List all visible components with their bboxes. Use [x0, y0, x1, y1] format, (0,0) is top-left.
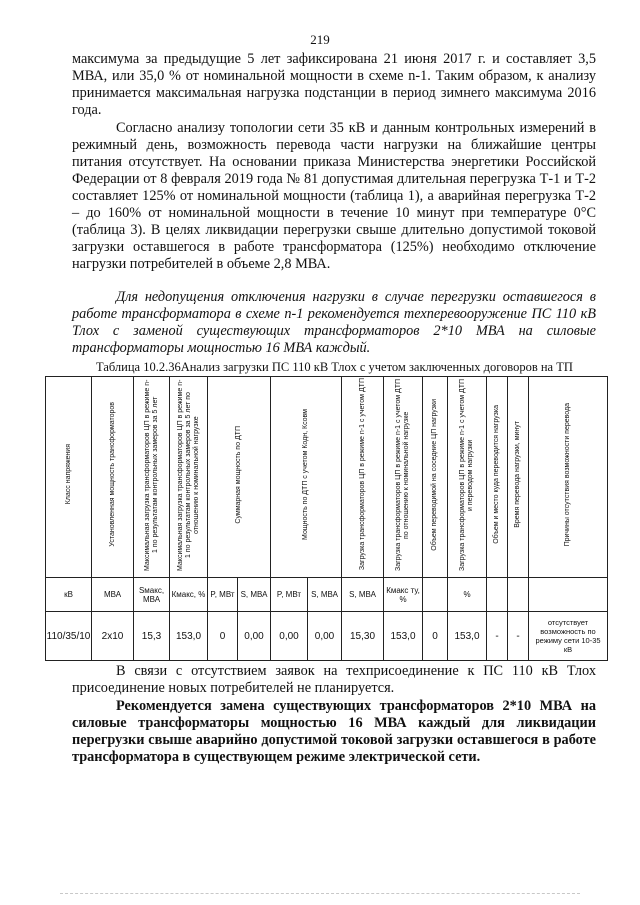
data-cell: 153,0	[384, 612, 423, 661]
header-cell: Объем и место куда переводится нагрузка	[487, 377, 508, 578]
data-cell: 153,0	[170, 612, 208, 661]
data-cell: 15,3	[134, 612, 170, 661]
table-caption: Таблица 10.2.36Анализ загрузки ПС 110 кВ Тлох с учетом заключенных договоров на ТП	[96, 360, 573, 374]
paragraph-load-history: максимума за предыдущие 5 лет зафиксирована 21 июня 2017 г. и составляет 3,5 МВА, или 35,0 % от номинальной мощности в схеме n-1. Таким образом, к анализу принимается максимальная нагрузка подстанции в период зимнего максимума 2016 года.	[72, 51, 596, 118]
data-cell: 2x10	[92, 612, 134, 661]
data-cell: 0,00	[308, 612, 342, 661]
unit-cell	[529, 578, 608, 612]
unit-cell	[508, 578, 529, 612]
data-cell: 15,30	[342, 612, 384, 661]
data-cell: -	[487, 612, 508, 661]
table-row	[46, 612, 608, 661]
unit-cell: S, МВА	[342, 578, 384, 612]
header-cell: Максимальная загрузка трансформаторов ЦП в режиме n-1 по результатам контрольных замеров за 5 лет по отношению к номинальной нагрузке	[170, 377, 208, 578]
unit-cell	[487, 578, 508, 612]
header-cell: Загрузка трансформаторов ЦП в режиме n-1 с учетом ДТП	[342, 377, 384, 578]
paragraph-recommendation-italic: Для недопущения отключения нагрузки в случае перегрузки оставшегося в работе трансформатора в схеме n-1 рекомендуется техперевооружение ПС 110 кВ Тлох с заменой существующих трансформаторов 2*10 МВА на силовые трансформаторы мощностью 16 МВА каждый.	[72, 289, 596, 356]
unit-cell: Кмакс ту, %	[384, 578, 423, 612]
unit-cell: кВ	[46, 578, 92, 612]
header-cell: Объем переводимой на соседние ЦП нагрузки	[423, 377, 448, 578]
header-cell: Суммарная мощность по ДТП	[208, 377, 271, 578]
data-cell: -	[508, 612, 529, 661]
data-cell: 110/35/10	[46, 612, 92, 661]
header-cell: Класс напряжения	[46, 377, 92, 578]
scan-artifact-divider	[60, 893, 580, 894]
data-cell: 0,00	[238, 612, 271, 661]
paragraph-no-applications: В связи с отсутствием заявок на техприсоединение к ПС 110 кВ Тлох присоединение новых потребителей не планируется.	[72, 663, 596, 696]
header-cell: Установленная мощность трансформаторов	[92, 377, 134, 578]
header-cell: Мощность по ДТП с учетом Кодн, Ксовм	[271, 377, 342, 578]
paragraph-final-recommendation: Рекомендуется замена существующих трансформаторов 2*10 МВА на силовые трансформаторы мощностью 16 МВА каждый для ликвидации перегрузки свыше аварийно допустимой токовой загрузки оставшегося в работе трансформатора в существующем режиме электрической сети.	[72, 698, 596, 765]
paragraph-topology-analysis: Согласно анализу топологии сети 35 кВ и данным контрольных измерений в режимный день, возможность перевода части нагрузки на ближайшие центры питания отсутствует. На основании приказа Министерства энергетики Российской Федерации от 8 февраля 2019 года № 81 допустимая длительная перегрузка Т-1 и Т-2 составляет 125% от номинальной мощности (таблица 1), а аварийная перегрузка Т-2 – до 160% от номинальной мощности в течение 10 минут при температуре 0°С (таблица 3). В целях ликвидации перегрузки свыше длительно допустимой токовой загрузки оставшегося в работе трансформатора (125%) необходимо отключение нагрузки потребителей в объеме 2,8 МВА.	[72, 120, 596, 272]
header-cell: Причины отсутствия возможности перевода	[529, 377, 608, 578]
page-number: 219	[310, 32, 330, 47]
data-cell: 0	[208, 612, 238, 661]
header-cell: Максимальная загрузка трансформаторов ЦП в режиме n-1 по результатам контрольных замеров за 5 лет	[134, 377, 170, 578]
unit-cell: %	[448, 578, 487, 612]
unit-cell	[423, 578, 448, 612]
unit-cell: S, МВА	[238, 578, 271, 612]
table-header-row	[46, 377, 608, 578]
header-cell: Время перевода нагрузки, минут	[508, 377, 529, 578]
unit-cell: P, МВт	[208, 578, 238, 612]
table-units-row	[46, 578, 608, 612]
unit-cell: Кмакс, %	[170, 578, 208, 612]
load-analysis-table	[45, 376, 608, 661]
header-cell: Загрузка трансформаторов ЦП в режиме n-1 с учетом ДТП по отношению к номинальной нагрузке	[384, 377, 423, 578]
data-cell: 0	[423, 612, 448, 661]
unit-cell: S, МВА	[308, 578, 342, 612]
unit-cell: МВА	[92, 578, 134, 612]
header-cell: Загрузка трансформаторов ЦП в режиме n-1 с учетом ДТП и переводом нагрузки	[448, 377, 487, 578]
data-cell: 0,00	[271, 612, 308, 661]
data-cell-reason: отсутствует возможность по режиму сети 10-35 кВ	[529, 612, 608, 661]
unit-cell: P, МВт	[271, 578, 308, 612]
data-cell: 153,0	[448, 612, 487, 661]
unit-cell: Sмакс, МВА	[134, 578, 170, 612]
